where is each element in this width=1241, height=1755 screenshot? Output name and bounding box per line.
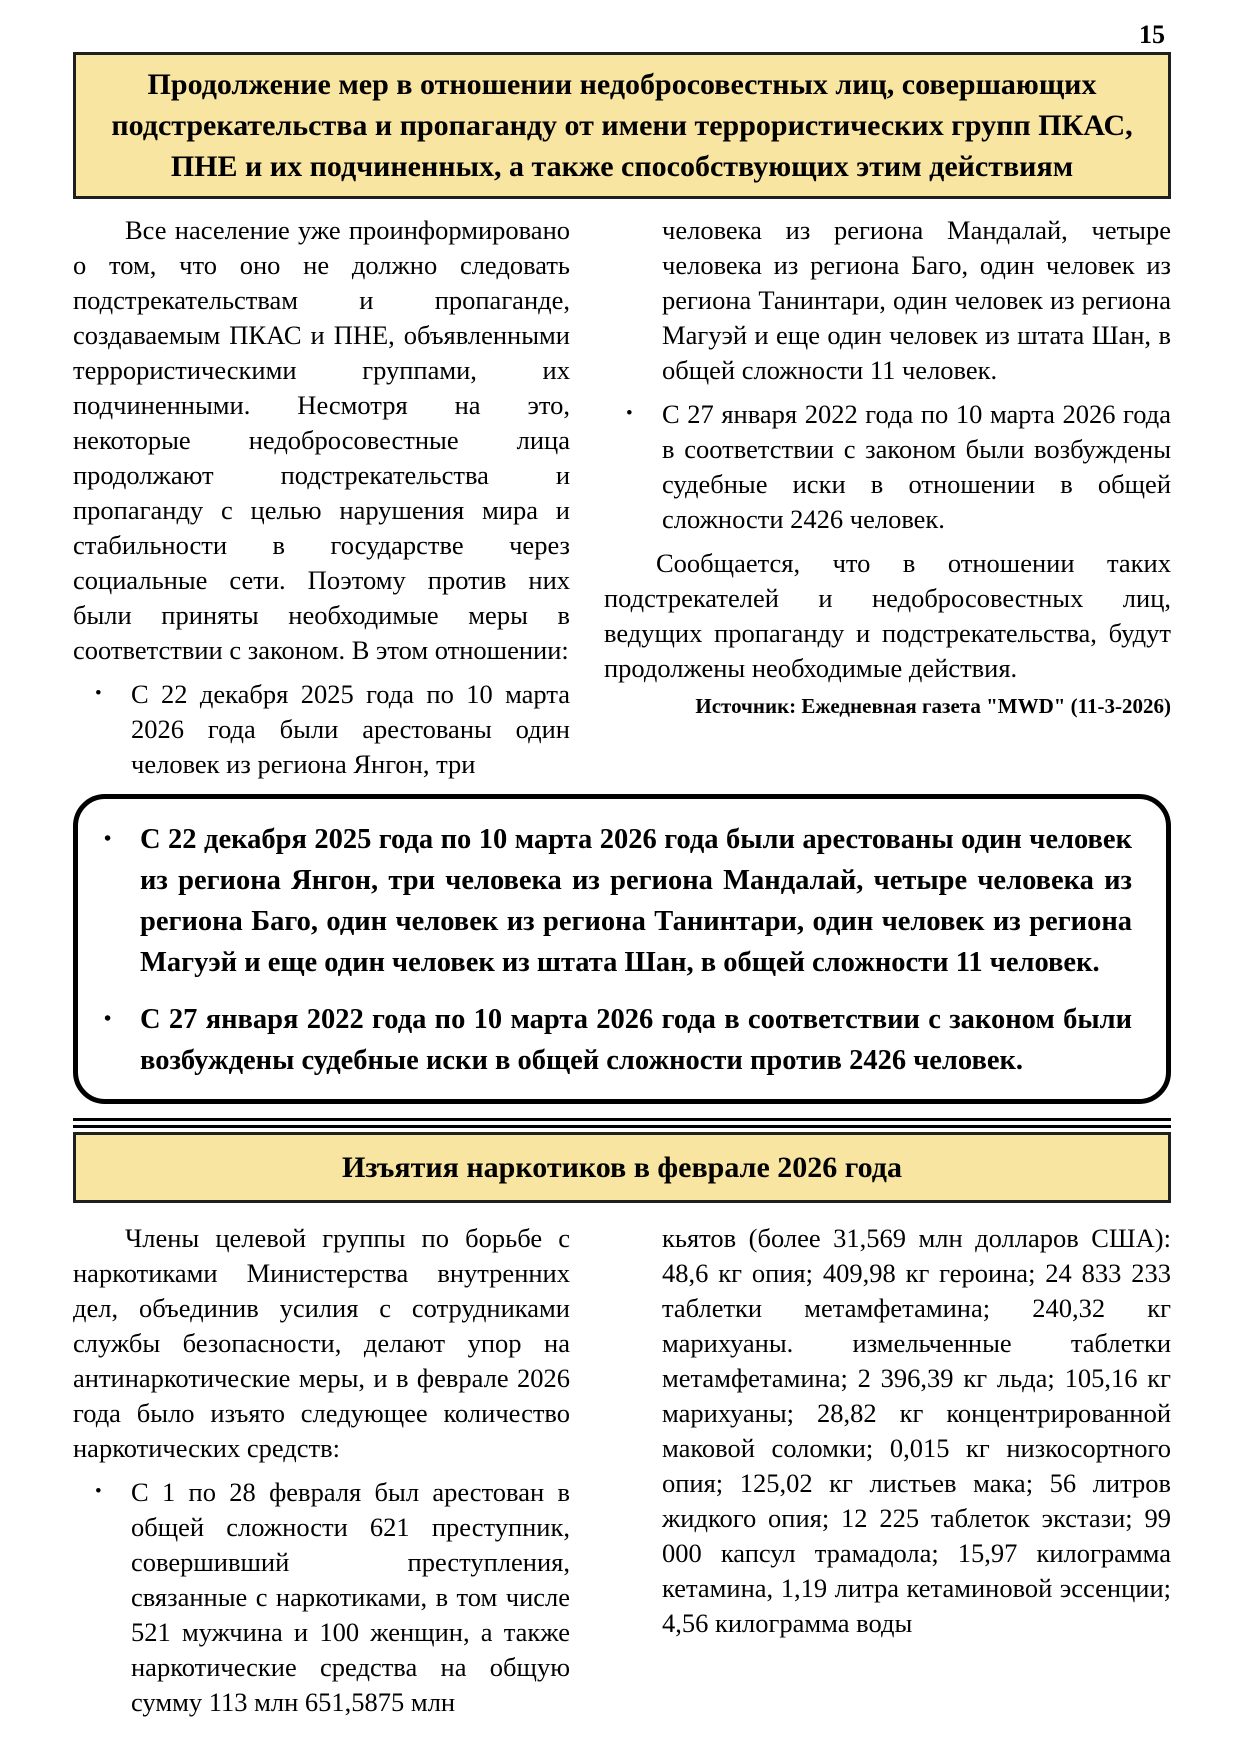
list-item bbox=[73, 1475, 570, 1720]
paragraph: Члены целевой группы по борьбе с наркотиками Министерства внутренних дел, объединив усилия с сотрудниками службы безопасности, делают упор на антинаркотические меры, и в феврале 2026 года было изъято следующее количество наркотических средств: bbox=[73, 1223, 570, 1463]
list-item bbox=[90, 819, 1132, 983]
list-item bbox=[73, 677, 570, 782]
source-attribution: Источник: Ежедневная газета "MWD" (11-3-2026) bbox=[695, 694, 1171, 718]
bullet-icon: • bbox=[95, 1481, 102, 1502]
list-item bbox=[604, 397, 1171, 537]
bullet-text: С 22 декабря 2025 года по 10 марта 2026 года были арестованы один человек из региона Янгон, три человека из региона Мандалай, четыре человека из региона Баго, один человек из региона Танинтари, один человек из региона Магуэй и еще один человек из штата Шан, в общей сложности 11 человек. bbox=[140, 824, 1132, 978]
summary-highlight-box bbox=[73, 794, 1171, 1104]
bullet-text: С 27 января 2022 года по 10 марта 2026 года в соответствии с законом были возбуждены судебные иски в отношении в общей сложности 2426 человек. bbox=[662, 399, 1171, 534]
section2-left-column bbox=[73, 1221, 570, 1720]
bullet-continuation: кьятов (более 31,569 млн долларов США): 48,6 кг опия; 409,98 кг героина; 24 833 233 таблетки метамфетамина; 240,32 кг марихуаны. измельченные таблетки метамфетамина; 2 396,39 кг льда; 105,16 кг марихуаны; 28,82 кг концентрированной маковой соломки; 0,015 кг низкосортного опия; 125,02 кг листьев мака; 56 литров жидкого опия; 12 225 таблеток экстази; 99 000 капсул трамадола; 15,97 килограмма кетамина, 1,19 литра кетаминовой эссенции; 4,56 килограмма воды bbox=[662, 1223, 1171, 1638]
bullet-icon: • bbox=[104, 828, 112, 850]
bullet-icon: • bbox=[95, 683, 102, 704]
bullet-icon: • bbox=[626, 403, 633, 424]
paragraph: Все население уже проинформировано о том, что оно не должно следовать подстрекательствам и пропаганде, создаваемым ПКАС и ПНЕ, объявленными террористическими группами, их подчиненными. Несмотря на это, некоторые недобросовестные лица продолжают подстрекательства и пропаганду с целью нарушения мира и стабильности в государстве через социальные сети. Поэтому против них были приняты необходимые меры в соответствии с законом. В этом отношении: bbox=[73, 215, 570, 665]
bullet-continuation: человека из региона Мандалай, четыре человека из региона Баго, один человек из региона Танинтари, один человек из региона Магуэй и еще один человек из штата Шан, в общей сложности 11 человек. bbox=[662, 215, 1171, 385]
bullet-text: С 22 декабря 2025 года по 10 марта 2026 года были арестованы один человек из региона Янгон, три bbox=[131, 679, 570, 779]
section1-left-column bbox=[73, 213, 570, 782]
bullet-icon: • bbox=[104, 1008, 112, 1030]
page-number: 15 bbox=[1139, 20, 1165, 49]
section1-header-box: Продолжение мер в отношении недобросовестных лиц, совершающих подстрекательства и пропаганду от имени террористических групп ПКАС, ПНЕ и их подчиненных, а также способствующих этим действиям bbox=[73, 52, 1171, 199]
bullet-text: С 27 января 2022 года по 10 марта 2026 года в соответствии с законом были возбуждены судебные иски в общей сложности против 2426 человек. bbox=[140, 1004, 1132, 1076]
list-item bbox=[90, 999, 1132, 1081]
bullet-text: С 1 по 28 февраля был арестован в общей сложности 621 преступник, совершивший преступления, связанные с наркотиками, в том числе 521 мужчина и 100 женщин, а также наркотические средства на общую сумму 113 млн 651,5875 млн bbox=[131, 1477, 570, 1717]
section2-header-box: Изъятия наркотиков в феврале 2026 года bbox=[73, 1132, 1171, 1203]
section2-right-column bbox=[604, 1221, 1171, 1720]
section1-columns bbox=[73, 213, 1171, 782]
double-rule bbox=[73, 1118, 1171, 1128]
section2-columns bbox=[73, 1221, 1171, 1720]
paragraph: Сообщается, что в отношении таких подстрекателей и недобросовестных лиц, ведущих пропаганду и подстрекательства, будут продолжены необходимые действия. bbox=[604, 548, 1171, 683]
section1-right-column bbox=[604, 213, 1171, 782]
